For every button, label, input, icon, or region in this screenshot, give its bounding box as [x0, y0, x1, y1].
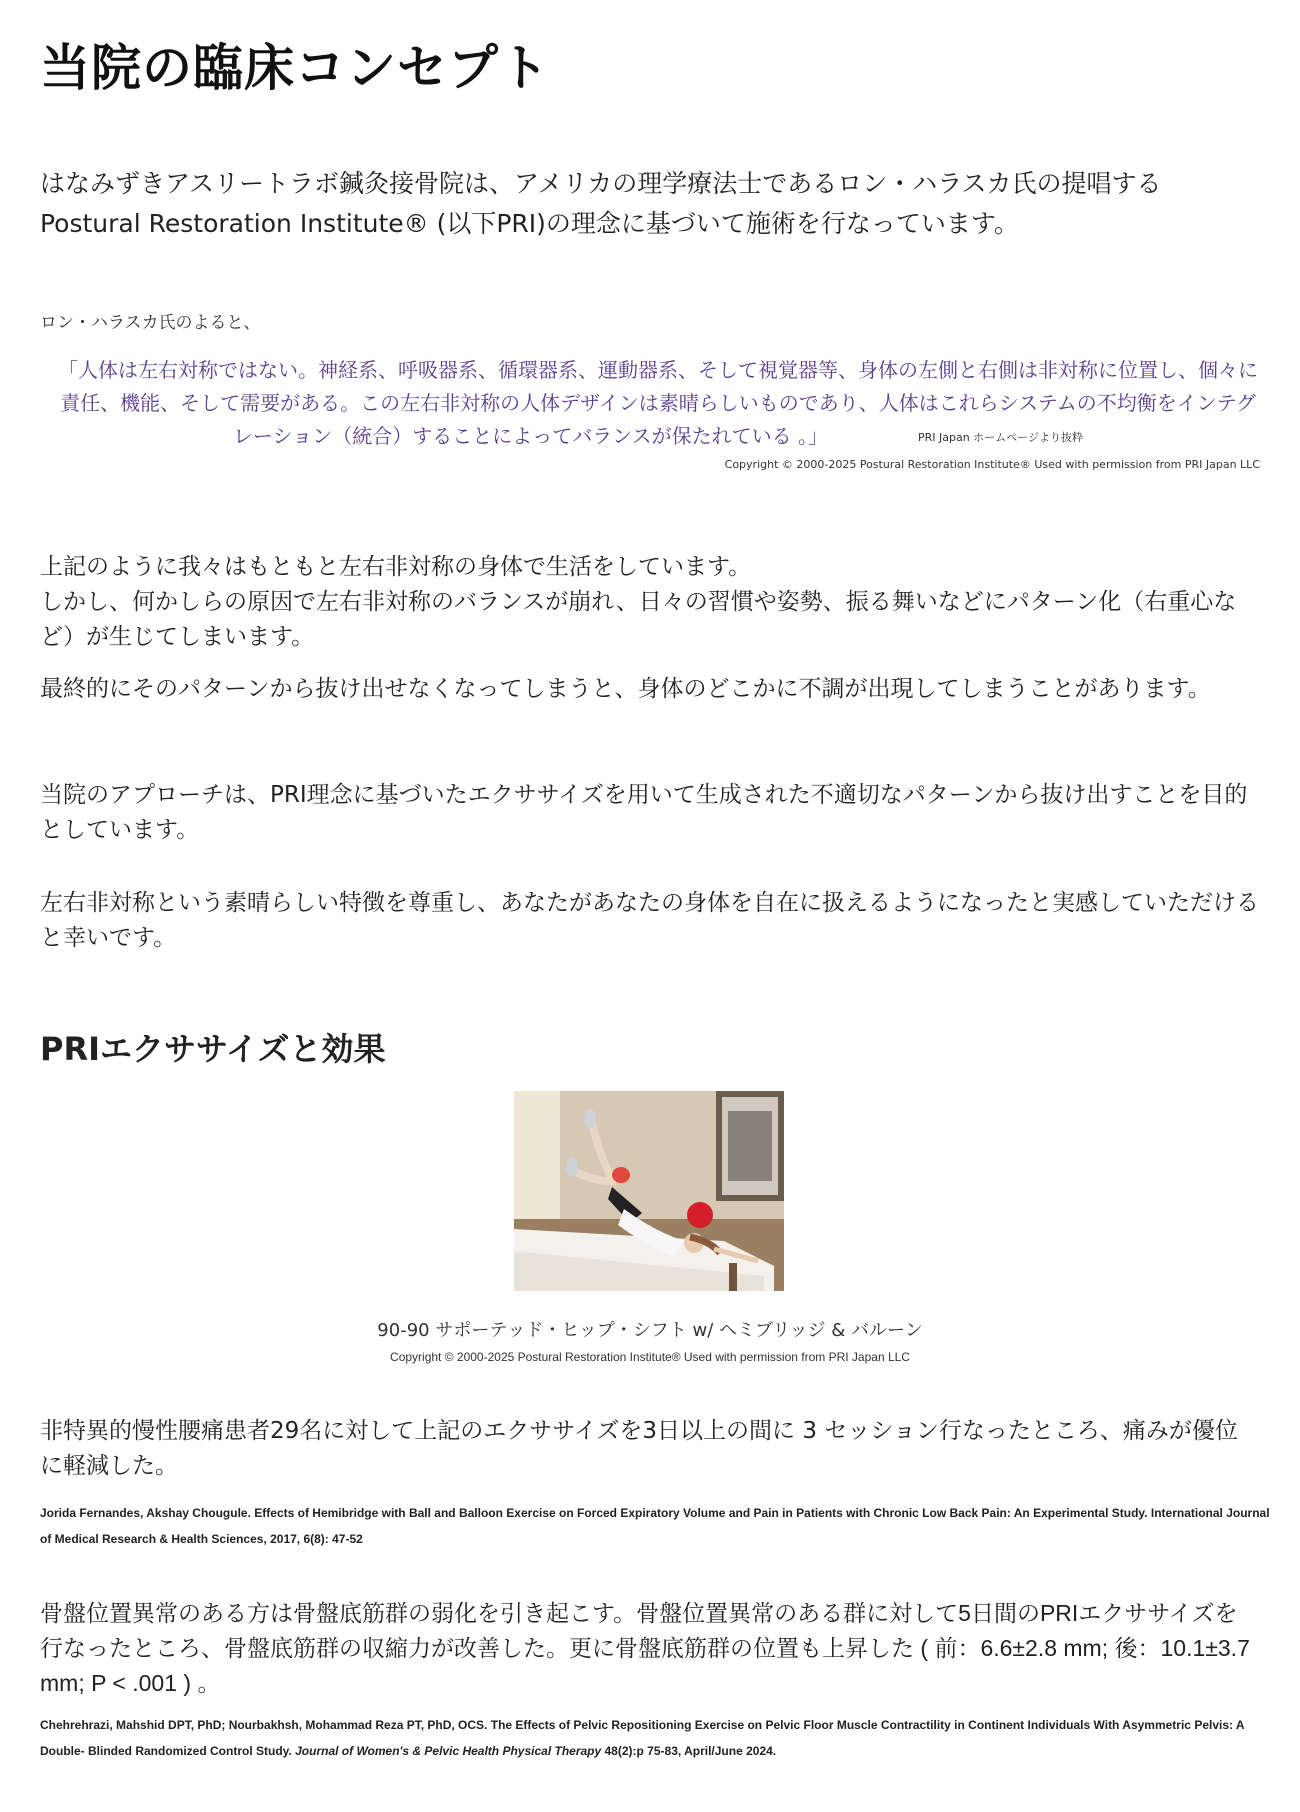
section-title: PRIエクササイズと効果 — [40, 1030, 386, 1068]
exercise-illustration — [514, 1091, 784, 1291]
intro-paragraph: はなみずきアスリートラボ鍼灸接骨院は、アメリカの理学療法士であるロン・ハラスカ氏の提唱するPostural Restoration Institute® (以下PRI)の理念に基づいて施術を行なっています。 — [40, 169, 1162, 238]
quote-copyright: Copyright © 2000-2025 Postural Restoration Institute® Used with permission from PRI Japan LLC — [724, 458, 1260, 471]
quote-lead: ロン・ハラスカ氏のよると、 — [40, 313, 261, 333]
quote-block — [58, 354, 1258, 454]
study-2-reference-tail: 48(2):p 75-83, April/June 2024. — [601, 1744, 777, 1758]
study-2-reference-journal: Journal of Women's & Pelvic Health Physical Therapy — [295, 1744, 602, 1758]
exercise-photo — [514, 1091, 784, 1291]
photo-caption: 90-90 サポーテッド・ヒップ・シフト w/ ヘミブリッジ & バルーン — [377, 1320, 923, 1341]
study-2-summary: 骨盤位置異常のある方は骨盤底筋群の弱化を引き起こす。骨盤位置異常のある群に対して5日間のPRIエクササイズを行なったところ、骨盤底筋群の収縮力が改善した。更に骨盤底筋群の位置も上昇した ( 前：6.6±2.8 mm; 後：10.1±3.7 mm; P < .001 ) 。 — [40, 1600, 1250, 1696]
study-2-reference — [40, 1712, 1270, 1764]
body-paragraph-4: 左右非対称という素晴らしい特徴を尊重し、あなたがあなたの身体を自在に扱えるようになったと実感していただけると幸いです。 — [40, 890, 1259, 951]
quote-source: PRI Japan ホームページより抜粋 — [917, 431, 1083, 444]
study-1-summary: 非特異的慢性腰痛患者29名に対して上記のエクササイズを3日以上の間に 3 セッション行なったところ、痛みが優位に軽減した。 — [40, 1418, 1238, 1479]
body-paragraph-2: 最終的にそのパターンから抜け出せなくなってしまうと、身体のどこかに不調が出現してしまうことがあります。 — [40, 676, 1211, 702]
body-paragraph-1: 上記のように我々はもともと左右非対称の身体で生活をしています。 しかし、何かしらの原因で左右非対称のバランスが崩れ、日々の習慣や姿勢、振る舞いなどにパターン化（右重心など）が生じてしまいます。 — [40, 554, 1237, 650]
study-1-reference: Jorida Fernandes, Akshay Chougule. Effects of Hemibridge with Ball and Balloon Exercise on Forced Expiratory Volume and Pain in Patients with Chronic Low Back Pain: An Experimental Study. International Journal of Medical Research & Health Sciences, 2017, 6(8): 47-52 — [40, 1506, 1270, 1546]
quote-text: 「人体は左右対称ではない。神経系、呼吸器系、循環器系、運動器系、そして視覚器等、身体の左側と右側は非対称に位置し、個々に責任、機能、そして需要がある。この左右非対称の人体デザインは素晴らしいものであり、人体はこれらシステムの不均衡をインテグレーション（統合）することによってバランスが保たれている 。」 — [58, 358, 1258, 448]
page-title: 当院の臨床コンセプト — [40, 39, 550, 97]
photo-copyright: Copyright © 2000-2025 Postural Restoration Institute® Used with permission from PRI Japan LLC — [390, 1350, 910, 1364]
study-2-reference-main: Chehrehrazi, Mahshid DPT, PhD; Nourbakhsh, Mohammad Reza PT, PhD, OCS. The Effects of Pelvic Repositioning Exercise on Pelvic Floor Muscle Contractility in Continent Individuals With Asymmetric Pelvis: A Double- Blinded Randomized Control Study. — [40, 1718, 1245, 1758]
body-paragraph-3: 当院のアプローチは、PRI理念に基づいたエクササイズを用いて生成された不適切なパターンから抜け出すことを目的としています。 — [40, 782, 1248, 843]
